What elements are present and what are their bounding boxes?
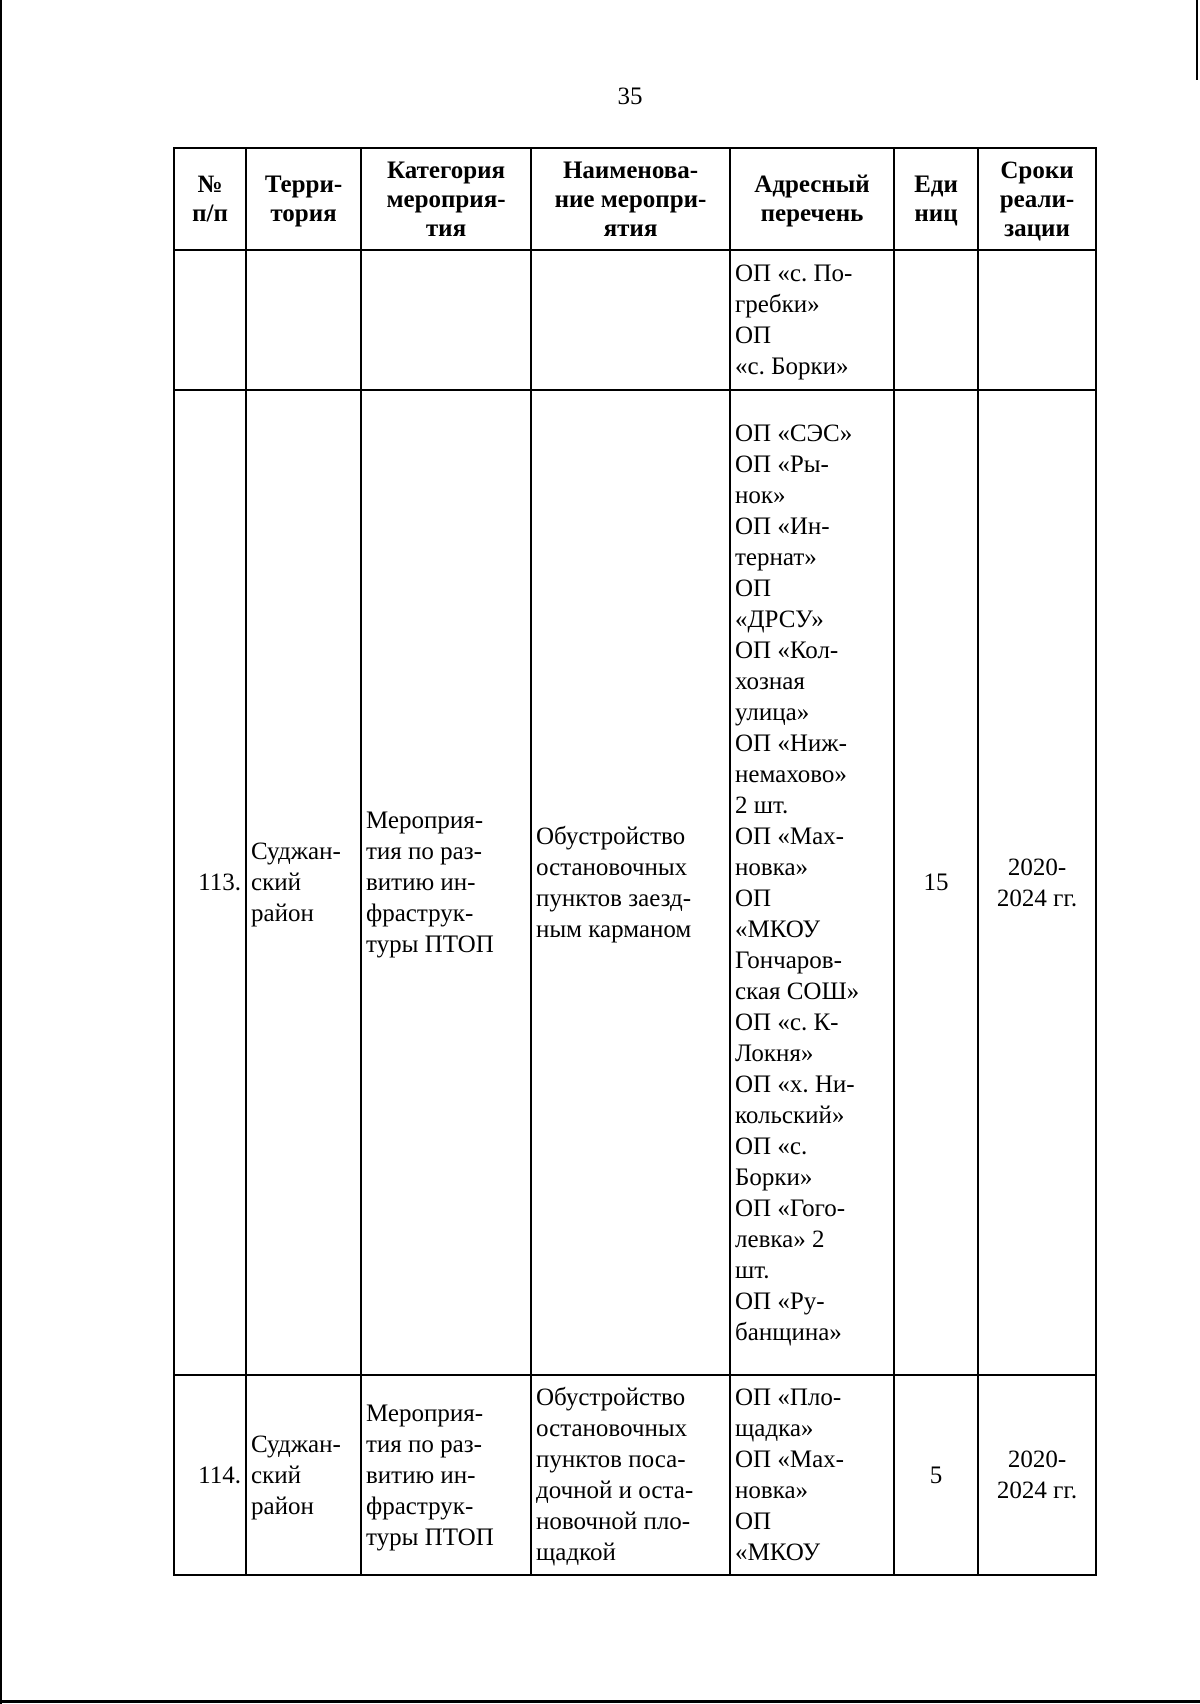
text-line: ОП «Пло-: [735, 1384, 842, 1411]
row-period: [978, 390, 1096, 1375]
page-number: 35: [617, 83, 643, 110]
text-line: щадка»: [735, 1415, 814, 1442]
header-units: [894, 148, 978, 250]
text-line: тия по раз-: [366, 838, 482, 865]
text-line: улица»: [735, 698, 810, 726]
text-line: район: [251, 900, 314, 927]
text-line: новка»: [735, 1477, 809, 1504]
text-line: ОП «х. Ни-: [735, 1070, 855, 1098]
text-line: остановочных: [536, 853, 688, 881]
header-territory: [246, 148, 361, 250]
text-line: «МКОУ: [735, 915, 821, 943]
row-units: [894, 250, 978, 390]
row-addresses: [730, 1375, 894, 1575]
row-territory: [246, 250, 361, 390]
text-line: туры ПТОП: [366, 931, 494, 958]
text-line: витию ин-: [366, 869, 476, 896]
text-line: ОП «Ниж-: [735, 729, 847, 757]
text-line: реали-: [999, 185, 1075, 213]
text-line: Адресный: [754, 171, 870, 198]
text-line: 2 шт.: [735, 791, 789, 819]
text-line: Категория: [386, 156, 506, 184]
text-line: шт.: [735, 1256, 770, 1284]
row-addresses: [730, 250, 894, 390]
scan-left-edge: [0, 0, 2, 1704]
text-line: ская СОШ»: [735, 977, 860, 1005]
text-line: ОП «Гого-: [735, 1194, 846, 1222]
text-line: фраструк-: [366, 1492, 474, 1520]
text-line: ОП «с.: [735, 1132, 808, 1160]
text-line: Локня»: [735, 1039, 814, 1067]
row-units: 5: [894, 1375, 978, 1575]
text-line: Обустройство: [536, 822, 686, 850]
text-line: ОП «Ру-: [735, 1287, 825, 1315]
text-line: ОП «Ин-: [735, 512, 830, 540]
text-line: новка»: [735, 853, 809, 881]
text-line: новочной пло-: [536, 1508, 691, 1535]
text-line: ОП «с. По-: [735, 260, 853, 287]
text-line: ние меропри-: [554, 185, 707, 213]
text-line: Терри-: [264, 171, 343, 198]
row-addresses: [730, 390, 894, 1375]
text-line: ОП «Мах-: [735, 1446, 845, 1473]
text-line: ным карманом: [536, 915, 692, 943]
text-line: щадкой: [536, 1539, 616, 1566]
text-line: банщина»: [735, 1318, 842, 1346]
text-line: гребки»: [735, 291, 820, 318]
text-line: Мероприя-: [366, 807, 484, 834]
header-period: [978, 148, 1096, 250]
text-line: район: [251, 1492, 314, 1520]
text-line: «МКОУ: [735, 1539, 821, 1566]
table-row: [174, 250, 1096, 390]
row-measure-name: [531, 250, 730, 390]
text-line: хозная: [735, 667, 805, 695]
row-territory: [246, 390, 361, 1375]
text-line: Суджан-: [251, 838, 341, 865]
text-line: п/п: [192, 200, 228, 227]
row-period: [978, 1375, 1096, 1575]
text-line: дочной и оста-: [536, 1477, 694, 1504]
text-line: нок»: [735, 481, 786, 509]
text-line: пунктов поса-: [536, 1446, 686, 1473]
text-line: ОП «Ры-: [735, 450, 829, 478]
row-number: 113.: [174, 390, 246, 1375]
header-addresses: [730, 148, 894, 250]
text-line: зации: [1004, 214, 1070, 242]
table-row: [174, 390, 1096, 1375]
text-line: тия по раз-: [366, 1430, 482, 1458]
text-line: перечень: [760, 200, 864, 227]
text-line: Мероприя-: [366, 1399, 484, 1427]
header-number: [174, 148, 246, 250]
row-category: [361, 1375, 531, 1575]
text-line: Суджан-: [251, 1430, 341, 1458]
text-line: пунктов заезд-: [536, 884, 692, 912]
text-line: ОП: [735, 322, 772, 349]
text-line: Сроки: [1000, 156, 1074, 184]
text-line: кольский»: [735, 1101, 845, 1129]
text-line: тория: [270, 200, 337, 227]
text-line: немахово»: [735, 760, 847, 788]
row-number: [174, 250, 246, 390]
measures-table: [173, 147, 1097, 1576]
text-line: Еди: [914, 171, 958, 198]
row-measure-name: [531, 1375, 730, 1575]
text-line: ОП «СЭС»: [735, 419, 853, 447]
table-row: [174, 1375, 1096, 1575]
text-line: Борки»: [735, 1163, 813, 1191]
text-line: остановочных: [536, 1415, 688, 1442]
text-line: левка» 2: [735, 1225, 825, 1253]
text-line: 2024 гг.: [996, 1477, 1078, 1504]
text-line: витию ин-: [366, 1461, 476, 1489]
row-measure-name: [531, 390, 730, 1375]
text-line: ОП: [735, 574, 772, 602]
header-name: [531, 148, 730, 250]
row-category: [361, 390, 531, 1375]
text-line: тия: [425, 214, 467, 242]
text-line: Наименова-: [562, 156, 699, 184]
row-number: 114.: [174, 1375, 246, 1575]
text-line: ниц: [914, 200, 958, 227]
text-line: ОП: [735, 884, 772, 912]
text-line: ский: [251, 869, 301, 896]
row-territory: [246, 1375, 361, 1575]
text-line: ОП «Мах-: [735, 822, 845, 850]
header-category: [361, 148, 531, 250]
text-line: ятия: [603, 214, 658, 242]
text-line: 2024 гг.: [996, 884, 1078, 912]
text-line: Обустройство: [536, 1384, 686, 1411]
text-line: 2020-: [1007, 1446, 1067, 1473]
text-line: фраструк-: [366, 900, 474, 927]
scan-bottom-edge: [0, 1700, 1200, 1703]
text-line: «с. Борки»: [735, 353, 849, 380]
row-category: [361, 250, 531, 390]
text-line: №: [197, 171, 223, 198]
text-line: ОП «Кол-: [735, 636, 839, 664]
text-line: туры ПТОП: [366, 1523, 494, 1551]
text-line: ский: [251, 1461, 301, 1489]
row-period: [978, 250, 1096, 390]
text-line: ОП «с. К-: [735, 1008, 839, 1036]
row-units: 15: [894, 390, 978, 1375]
text-line: ОП: [735, 1508, 772, 1535]
scan-right-edge: [1196, 0, 1198, 80]
text-line: мероприя-: [386, 185, 506, 213]
text-line: тернат»: [735, 543, 817, 571]
text-line: Гончаров-: [735, 946, 842, 974]
text-line: 2020-: [1007, 853, 1067, 881]
table-header-row: [174, 148, 1096, 250]
text-line: «ДРСУ»: [735, 605, 824, 633]
